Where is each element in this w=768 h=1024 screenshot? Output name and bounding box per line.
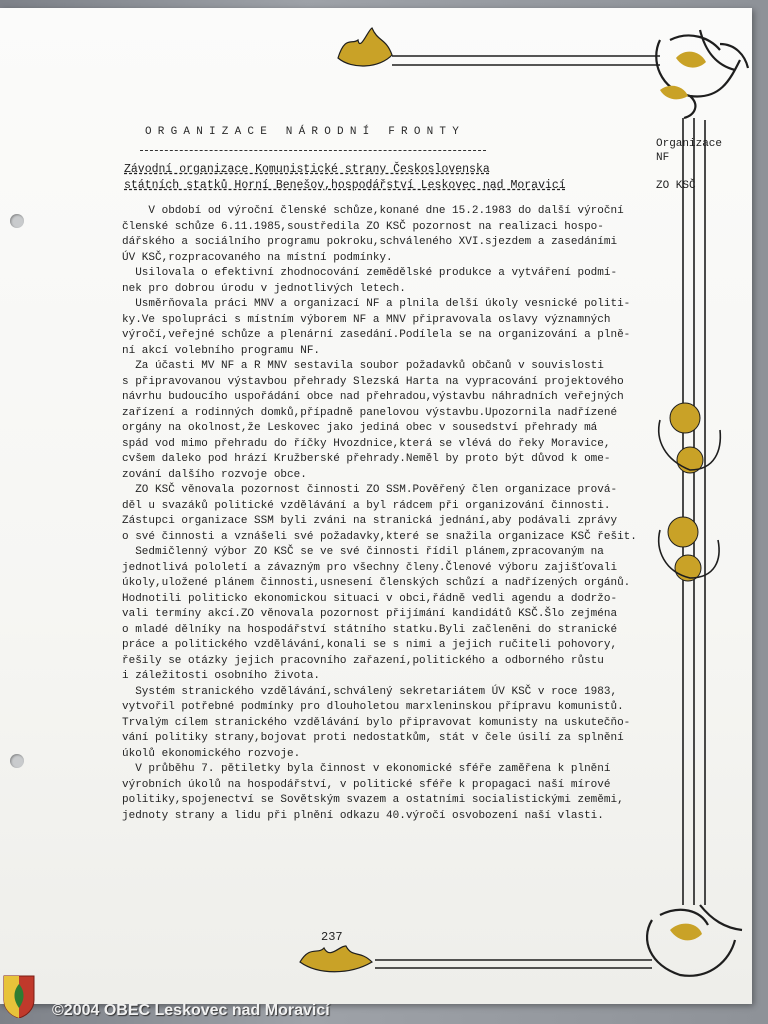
body-line: členské schůze 6.11.1985,soustředila ZO KSČ pozornost na realizaci hospo- [122,220,604,233]
ornament-bottom-right [647,905,742,976]
document-subtitle [124,162,624,194]
body-line: zařízení a rodinných domků,případně panelovou výstavbu.Upozornila nadřízené [122,406,618,419]
body-line: zování dalšího rozvoje obce. [122,468,307,481]
body-line: úkoly,uložené plánem činnosti,usnesení členských schůzí a nadřízených orgánů. [122,577,631,589]
side-note-line [656,165,722,179]
body-line: úkolů ekonomického rozvoje. [122,747,301,760]
body-line: s připravovanou výstavbou přehrady Slezská Harta na vypracování projektového [122,375,624,388]
body-line: nek pro dobrou úrodu v jednotlivých letech. [122,282,406,295]
ornament-top-right [656,30,748,118]
body-line: Trvalým cílem stranického vzdělávání bylo připravovat komunisty na uskutečňo- [122,716,631,729]
document-heading: ORGANIZACE NÁRODNÍ FRONTY [145,126,466,138]
body-line: o mladé dělníky na hospodářství státního statku.Byli začleněni do stranické [122,623,618,636]
ornament-top-right-fill [660,52,706,100]
body-line: Za účasti MV NF a R MNV sestavila soubor požadavků občanů v souvislosti [122,360,604,372]
subtitle-line: Závodní organizace Komunistické strany Československa [124,163,490,176]
body-line: i záležitosti osobního života. [122,670,321,682]
side-note [656,137,722,193]
side-note-line: ZO KSČ [656,180,696,192]
body-line: dářského a sociálního programu pokroku,schváleného XVI.sjezdem a zasedáními [122,236,618,248]
body-line: návrhu budoucího uspořádání obce nad přehradou,výstavbu náhradních veřejných [122,391,624,403]
subtitle-line: státních statků Horní Benešov,hospodářství Leskovec nad Moravicí [124,179,566,192]
body-line: orgány na okolnost,že Leskovec jako jediná obec v sousedství přehrady má [122,422,598,434]
body-line: ÚV KSČ,rozpracovaného na místní podmínky. [122,251,393,264]
body-line: cvšem daleko pod hrází Kružberské přehrady.Neměl by proto být důvod k ome- [122,453,611,465]
body-line: Sedmičlenný výbor ZO KSČ se ve své činnosti řídil plánem,zpracovaným na [122,546,604,558]
body-line: V období od výroční členské schůze,konané dne 15.2.1983 do další výroční [122,205,624,217]
side-note-line: NF [656,152,670,164]
document-body [122,204,652,824]
body-line: řešily se otázky jejich pracovního zařazení,politického a odborného růstu [122,654,604,667]
body-line: výrobních úkolů na hospodářství, v politické sféře k propagaci naší mírové [122,778,611,791]
body-line: Usilovala o efektivní zhodnocování zemědělské produkce a vytváření podmí- [122,267,618,279]
ornament-bottom-right-fill [670,924,702,941]
heading-underline [140,150,486,151]
body-line: jednoty strany a lidu při plnění odkazu 40.výročí osvobození naší vlasti. [122,809,604,822]
side-note-line: Organizace [656,138,723,150]
body-line: Hodnotili politicko ekonomickou situaci v obci,řádně vedli agendu a dodržo- [122,592,618,605]
page-number: 237 [321,930,343,944]
body-line: děl u svazáků politické vzdělávání a byl rádcem při organizování činnosti. [122,499,611,512]
body-line: politiky,spojenectví se Sovětským svazem a ostatními socialistickými zeměmi, [122,794,624,806]
body-line: Usměrňovala práci MNV a organizací NF a plnila delší úkoly vesnické politi- [122,298,631,310]
copyright-credit: ©2004 OBEC Leskovec nad Moravicí [52,1002,330,1019]
ornament-top-left [338,28,392,66]
body-line: ZO KSČ věnovala pozornost činnosti ZO SSM.Pověřený člen organizace prová- [122,484,618,496]
body-line: Zástupci organizace SSM byli zváni na stranická jednání,aby podávali zprávy [122,515,618,527]
body-line: Systém stranického vzdělávání,schválený sekretariátem ÚV KSČ v roce 1983, [122,685,618,698]
body-line: spád vod mimo přehradu do říčky Hvozdnice,která se vlévá do řeky Moravice, [122,437,611,450]
body-line: o své činnosti a vznášeli své požadavky,které se snažila organizace KSČ řešit. [122,530,637,543]
body-line: práce a politického vzdělávání,konali se s nimi a jejich ručiteli pohovory, [122,639,618,651]
body-line: ky.Ve spolupráci s místním výborem NF a MNV připravovala oslavy významných [122,313,611,326]
flower-ornament [668,403,703,581]
body-line: vali termíny akcí.ZO věnovala pozornost přijímání kandidátů KSČ.Šlo zejména [122,608,618,620]
footer-bar [0,990,768,1024]
body-line: vytvořil potřebné podmínky pro dlouholetou marxleninskou přípravu komunistů. [122,701,624,713]
ornament-bottom-left [300,946,372,972]
body-line: V průběhu 7. pětiletky byla činnost v ekonomické sféře zaměřena k plnění [122,763,611,775]
body-line: vání politiky strany,bojovat proti nedostatkům, stát v čele úsilí za splnění [122,732,624,744]
body-line: výročí,veřejné schůze a plenární zasedání.Podílela se na organizování a plně- [122,329,631,341]
body-line: ní akcí volebního programu NF. [122,344,321,357]
body-line: jednotlivá pololetí a závazným pro všechny členy.Členové výboru zajišťovali [122,561,618,574]
municipality-logo [2,974,36,1018]
